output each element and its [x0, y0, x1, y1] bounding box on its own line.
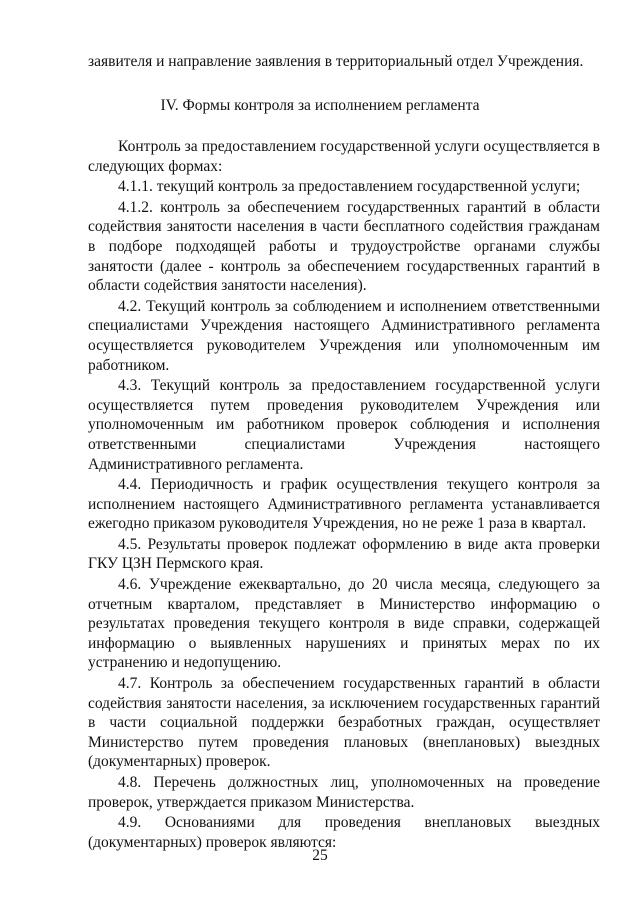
paragraph-4-4: 4.4. Периодичность и график осуществления текущего контроля за исполнением настоящего Административного регламента устанавливается ежегодно приказом руководителя Учреждения, но не реже 1 раза в квартал. [88, 476, 600, 533]
paragraph-4-8: 4.8. Перечень должностных лиц, уполномоченных на проведение проверок, утверждается приказом Министерства. [88, 774, 600, 811]
document-body [88, 137, 600, 853]
paragraph-4-7: 4.7. Контроль за обеспечением государственных гарантий в области содействия занятости населения, за исключением государственных гарантий в части социальной поддержки безработных граждан, осуществляет Министерство путем проведения плановых (внеплановых) выездных (документарных) проверок. [88, 675, 600, 771]
paragraph-intro: Контроль за предоставлением государственной услуги осуществляется в следующих формах: [88, 138, 600, 175]
continuation-line: заявителя и направление заявления в территориальный отдел Учреждения. [88, 53, 584, 70]
section-heading: IV. Формы контроля за исполнением регламента [160, 97, 480, 114]
paragraph-4-9: 4.9. Основаниями для проведения внеплановых выездных (документарных) проверок являются: [88, 814, 600, 851]
paragraph-4-6: 4.6. Учреждение ежеквартально, до 20 числа месяца, следующего за отчетным кварталом, представляет в Министерство информацию о результатах проведения текущего контроля в виде справки, содержащей информацию о выявленных нарушениях и принятых мерах по их устранению и недопущению. [88, 576, 600, 672]
paragraph-4-2: 4.2. Текущий контроль за соблюдением и исполнением ответственными специалистами Учреждения настоящего Административного регламента осуществляется руководителем Учреждения или уполномоченным им работником. [88, 297, 600, 374]
paragraph-4-5: 4.5. Результаты проверок подлежат оформлению в виде акта проверки ГКУ ЦЗН Пермского края. [88, 535, 600, 573]
paragraph-4-3: 4.3. Текущий контроль за предоставлением государственной услуги осуществляется путем проведения руководителем Учреждения или уполномоченным им работником проверок соблюдения и исполнения ответственными специалистами Учреждения настоящего Административного регламента. [88, 377, 600, 473]
paragraph-4-1-1: 4.1.1. текущий контроль за предоставлением государственной услуги; [118, 178, 581, 196]
page-number: 25 [312, 847, 328, 864]
paragraph-4-1-2: 4.1.2. контроль за обеспечением государственных гарантий в области содействия занятости населения в части бесплатного содействия гражданам в подборе подходящей работы и трудоустройстве органами службы занятости (далее - контроль за обеспечением государственных гарантий в области содействия занятости населения). [88, 198, 600, 295]
